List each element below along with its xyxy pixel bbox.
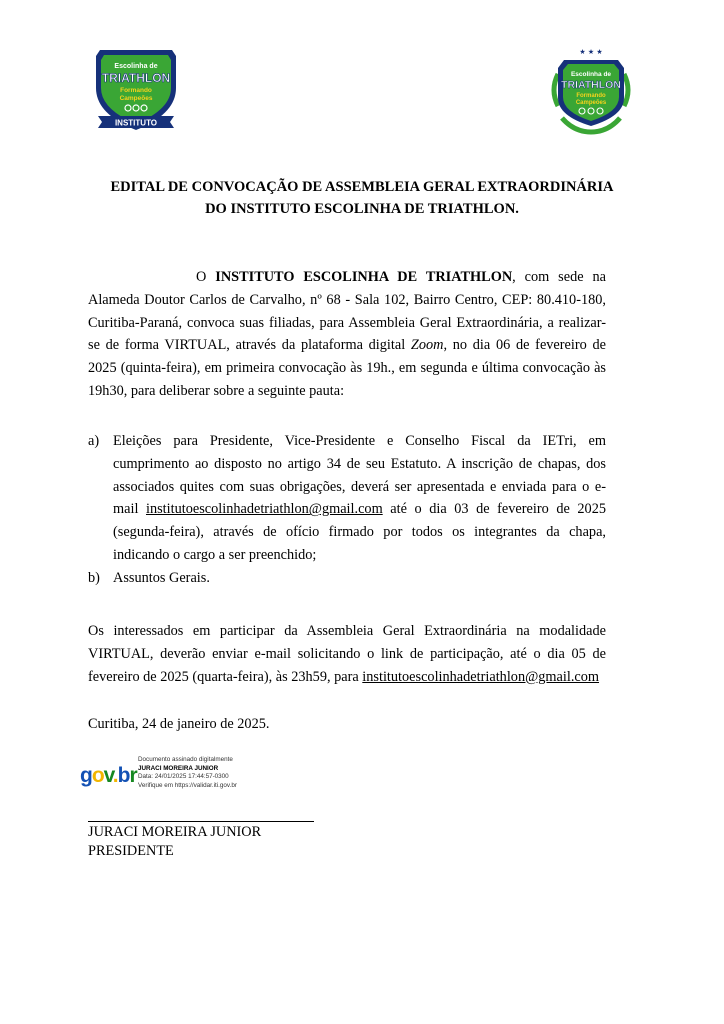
signature-date: Data: 24/01/2025 17:44:57-0300 <box>138 773 229 780</box>
institute-logo-shield <box>88 42 184 136</box>
list-line: cumprimento ao disposto no artigo 34 de seu Estatuto. A inscrição de chapas, dos <box>113 455 606 472</box>
institute-name: INSTITUTO ESCOLINHA DE TRIATHLON <box>215 269 513 285</box>
svg-text:INSTITUTO: INSTITUTO <box>114 118 158 128</box>
notice-title-line-2: DO INSTITUTO ESCOLINHA DE TRIATHLON. <box>205 201 519 217</box>
date-place: Curitiba, 24 de janeiro de 2025. <box>88 716 270 732</box>
paragraph-line: 2025 (quinta-feira), em primeira convocação às 19h., em segunda e última convocação às <box>88 360 606 377</box>
signature-line <box>88 821 314 822</box>
paragraph-line: VIRTUAL, deverão enviar e-mail solicitando o link de participação, até o dia 05 de <box>88 645 606 662</box>
list-line: associados quites com suas obrigações, deverá ser apresentada e enviada para o e- <box>113 478 606 495</box>
triathlon-school-badge-logo <box>544 46 638 140</box>
paragraph-line: 19h30, para deliberar sobre a seguinte pauta: <box>88 382 345 399</box>
signature-verify-url: Verifique em https://validar.iti.gov.br <box>138 781 237 789</box>
digital-signature-stamp <box>80 752 280 796</box>
svg-text:Formando: Formando <box>576 93 606 99</box>
notice-title-line-1: EDITAL DE CONVOCAÇÃO DE ASSEMBLEIA GERAL EXTRAORDINÁRIA <box>110 179 614 195</box>
convocation-paragraph <box>88 266 606 403</box>
signature-heading: Documento assinado digitalmente <box>138 756 233 763</box>
paragraph-line: fevereiro de 2025 (quarta-feira), às 23h59, para institutoescolinhadetriathlon@gmail.com <box>88 668 600 685</box>
govbr-logo: gov.br <box>80 764 137 787</box>
list-line: (segunda-feira), através de ofício firmado por todos os integrantes da chapa, <box>113 524 606 541</box>
svg-text:Formando: Formando <box>120 87 152 94</box>
paragraph-line: se de forma VIRTUAL, através da plataforma digital Zoom, no dia 06 de fevereiro de <box>88 337 606 354</box>
paragraph-line: Alameda Doutor Carlos de Carvalho, nº 68 - Sala 102, Bairro Centro, CEP: 80.410-180, <box>88 291 606 308</box>
email-link[interactable]: institutoescolinhadetriathlon@gmail.com <box>362 668 600 685</box>
signature-details <box>138 756 237 790</box>
agenda-list <box>88 430 606 590</box>
svg-text:Escolinha de: Escolinha de <box>570 71 612 78</box>
svg-text:TRIATHLON: TRIATHLON <box>561 79 621 91</box>
agenda-item-b <box>88 567 606 590</box>
signature-signer: JURACI MOREIRA JUNIOR <box>138 764 219 772</box>
paragraph-line: O INSTITUTO ESCOLINHA DE TRIATHLON, com sede na <box>196 269 606 285</box>
paragraph-line: Os interessados em participar da Assembleia Geral Extraordinária na modalidade <box>88 623 606 639</box>
email-link[interactable]: institutoescolinhadetriathlon@gmail.com <box>145 501 383 518</box>
list-line: Assuntos Gerais. <box>113 569 210 586</box>
platform-name: Zoom <box>410 337 444 354</box>
svg-text:★ ★ ★: ★ ★ ★ <box>579 48 603 56</box>
list-marker: b) <box>88 569 100 586</box>
svg-text:Campeões: Campeões <box>119 95 153 102</box>
list-line: Eleições para Presidente, Vice-Presidente e Conselho Fiscal da IETri, em <box>113 433 606 449</box>
paragraph-line: Curitiba-Paraná, convoca suas filiadas, para Assembleia Geral Extraordinária, a realizar- <box>88 314 606 331</box>
list-line: indicando o cargo a ser preenchido; <box>113 546 317 563</box>
agenda-item-a <box>88 430 606 567</box>
participation-paragraph <box>88 620 606 688</box>
svg-text:Campeões: Campeões <box>575 100 607 106</box>
signatory-role: PRESIDENTE <box>88 843 174 859</box>
signatory-name: JURACI MOREIRA JUNIOR <box>88 824 262 840</box>
svg-text:TRIATHLON: TRIATHLON <box>101 71 171 85</box>
list-marker: a) <box>88 433 100 449</box>
svg-text:Escolinha de: Escolinha de <box>114 63 158 70</box>
list-line: mail institutoescolinhadetriathlon@gmail.com até o dia 03 de fevereiro de 2025 <box>113 501 606 518</box>
